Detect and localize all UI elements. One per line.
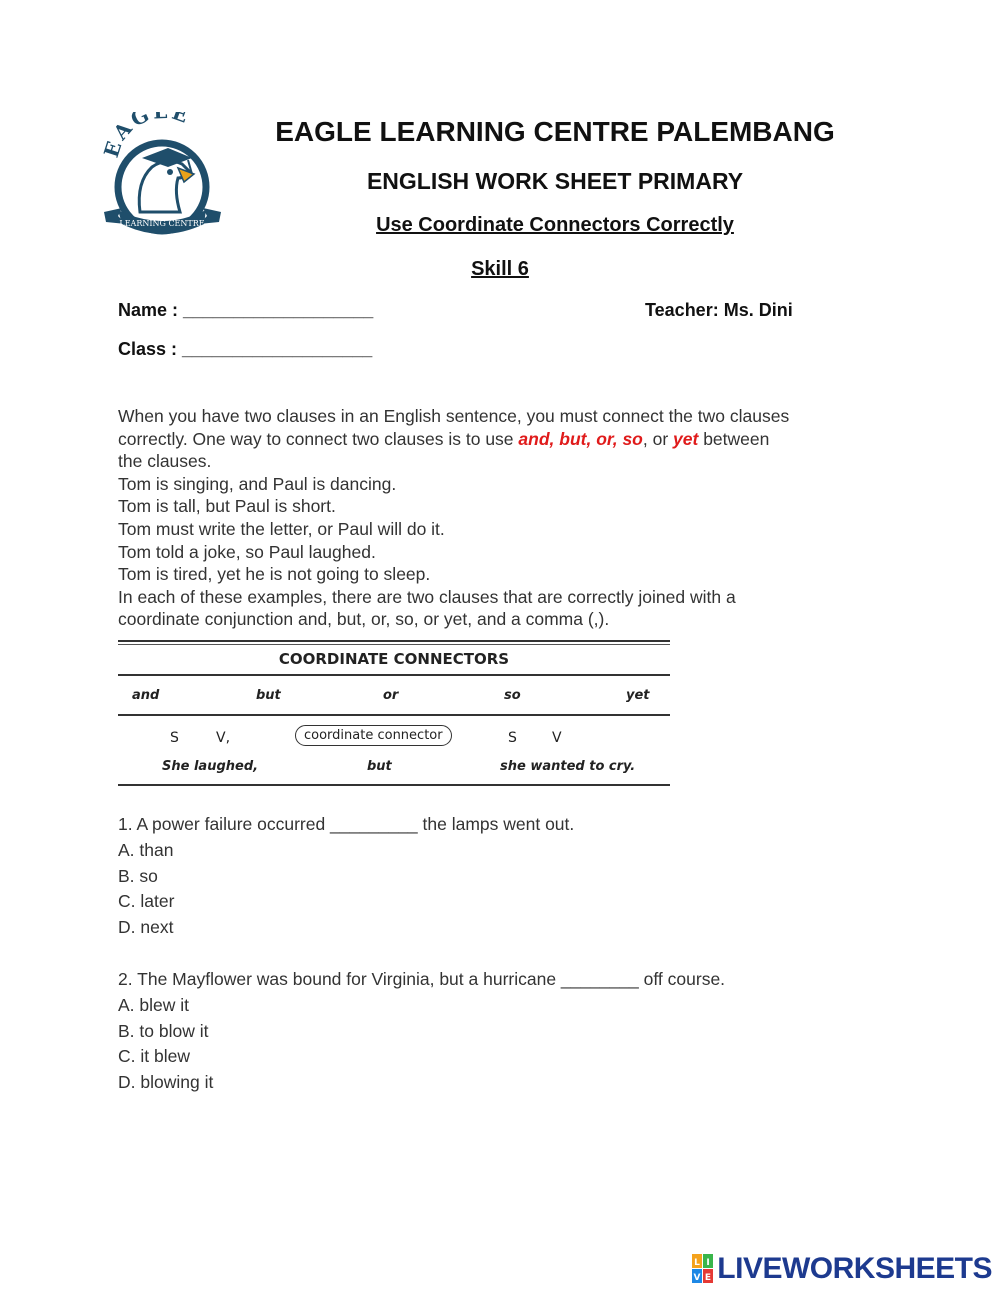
highlight-yet: yet [673, 428, 699, 449]
example-sentence: Tom is singing, and Paul is dancing. [118, 473, 397, 494]
table-rule [118, 644, 670, 645]
example-sentence: Tom told a joke, so Paul laughed. [118, 541, 376, 562]
liveworksheets-brand[interactable] [692, 1252, 992, 1286]
closing-line: In each of these examples, there are two clauses that are correctly joined with a [118, 586, 736, 607]
answer-option[interactable]: B. so [118, 865, 158, 886]
logo-ribbon-text: LEARNING CENTRE [119, 219, 205, 228]
school-logo [100, 112, 225, 242]
table-title: COORDINATE CONNECTORS [278, 650, 510, 668]
intro-line: When you have two clauses in an English sentence, you must connect the two clauses [118, 406, 790, 426]
pattern-subject-1: S [170, 730, 179, 746]
table-rule [118, 640, 670, 642]
name-field: Name : ___________________ [118, 300, 374, 320]
svg-text:L: L [694, 1258, 701, 1268]
example-mid: but [367, 759, 392, 774]
class-field: Class : ___________________ [118, 339, 373, 359]
intro-line: correctly. One way to connect two clauses is to use and, but, or, so, or yet between [118, 428, 770, 449]
skill-label: Skill 6 [471, 258, 529, 280]
worksheet-subject: ENGLISH WORK SHEET PRIMARY [366, 168, 744, 194]
answer-option[interactable]: B. to blow it [118, 1020, 209, 1041]
teacher-label: Teacher: Ms. Dini [645, 300, 793, 320]
answer-option[interactable]: A. than [118, 839, 174, 860]
question-1 [118, 812, 574, 941]
example-left: She laughed, [162, 759, 259, 774]
liveworksheets-badge-icon [692, 1254, 714, 1284]
table-rule [118, 714, 670, 716]
connector-and: and [132, 688, 160, 703]
answer-option[interactable]: C. it blew [118, 1046, 190, 1067]
intro-paragraph [118, 405, 878, 631]
connector-yet: yet [626, 688, 650, 703]
question-2 [118, 967, 725, 1096]
worksheet-topic: Use Coordinate Connectors Correctly [376, 214, 734, 236]
connector-so: so [504, 688, 521, 703]
intro-line: the clauses. [118, 451, 212, 472]
answer-option[interactable]: D. blowing it [118, 1072, 214, 1093]
school-title: EAGLE LEARNING CENTRE PALEMBANG [275, 116, 835, 147]
svg-text:I: I [706, 1258, 710, 1268]
pattern-verb-2: V [552, 730, 562, 746]
svg-text:V: V [693, 1273, 701, 1283]
closing-line: coordinate conjunction and, but, or, so, or yet, and a comma (,). [118, 609, 610, 630]
example-sentence: Tom must write the letter, or Paul will do it. [118, 518, 445, 539]
brand-name: LIVEWORKSHEETS [717, 1252, 992, 1285]
logo-arc-text: EAG E [100, 112, 195, 161]
answer-option[interactable]: D. next [118, 917, 174, 938]
example-sentence: Tom is tired, yet he is not going to sleep. [118, 564, 431, 585]
connector-table [118, 638, 670, 788]
pattern-connector-box: coordinate connector [295, 725, 452, 746]
highlight-connectors: and, but, or, so [518, 428, 643, 449]
svg-text:E: E [705, 1273, 712, 1283]
example-right: she wanted to cry. [500, 759, 636, 774]
table-rule [118, 784, 670, 786]
pattern-verb-1: V, [216, 730, 231, 746]
answer-option[interactable]: A. blew it [118, 994, 189, 1015]
question-text: 1. A power failure occurred _________ the lamps went out. [118, 814, 575, 834]
question-text: 2. The Mayflower was bound for Virginia, but a hurricane ________ off course. [118, 969, 726, 989]
connector-but: but [256, 688, 281, 703]
pattern-subject-2: S [508, 730, 517, 746]
connector-or: or [383, 688, 399, 703]
table-rule [118, 674, 670, 676]
example-sentence: Tom is tall, but Paul is short. [118, 496, 336, 517]
answer-option[interactable]: C. later [118, 891, 175, 912]
